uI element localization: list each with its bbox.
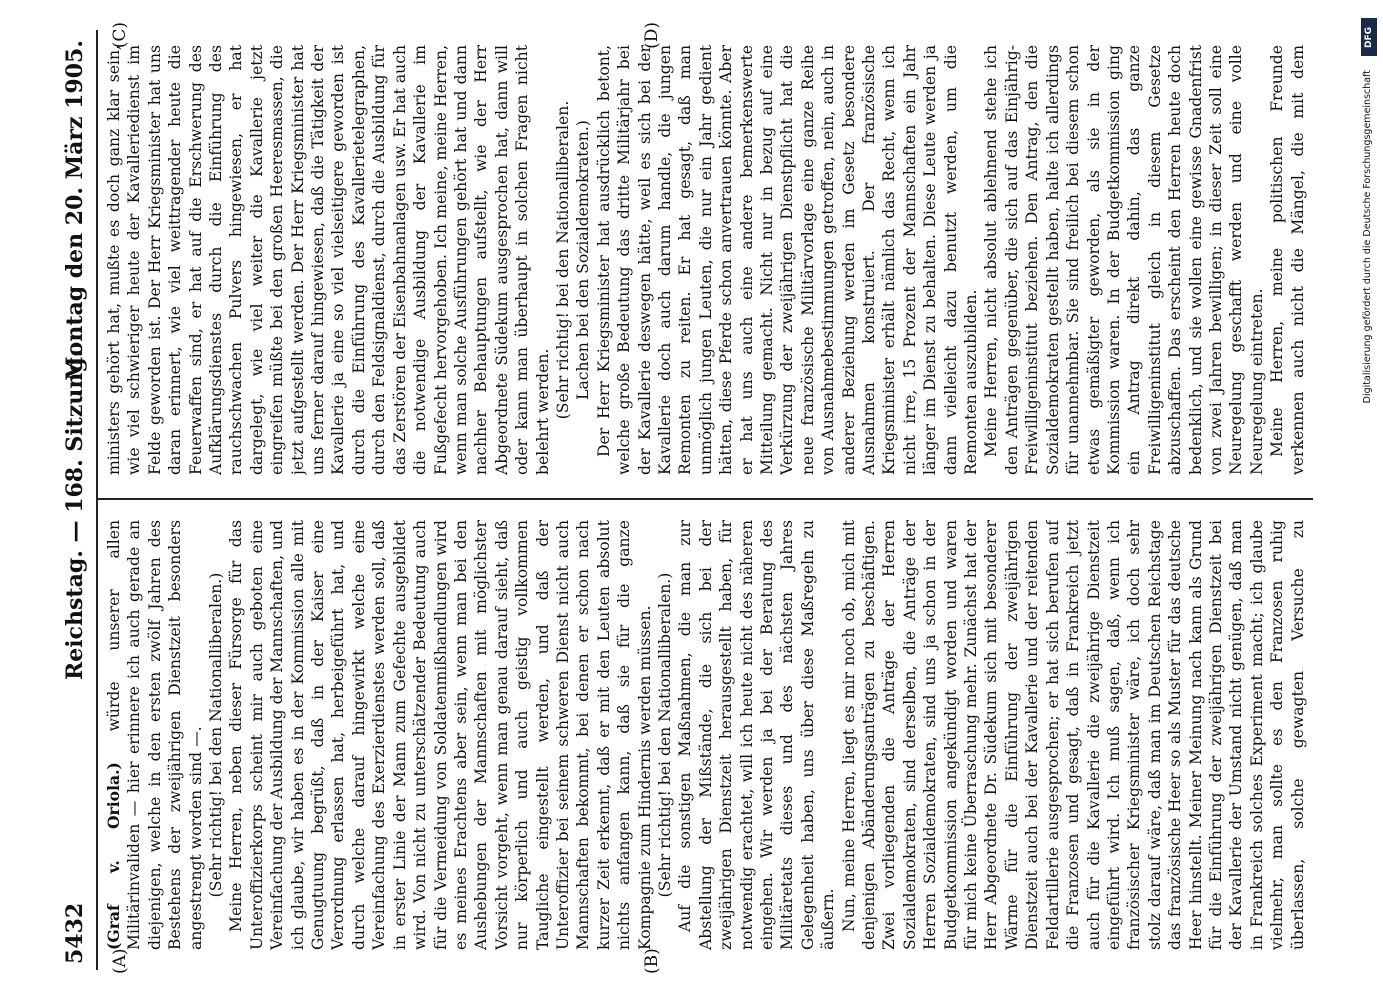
dfg-logo: DFG xyxy=(1361,18,1377,56)
paragraph-text: Nun, meine Herren, liegt es mir noch ob, mich mit denjenigen Abänderungsanträgen zu beschäftigen. Zwei vorliegenden die Anträge der Herren Sozialdemokraten, sind derselben, die Anträge der Herren Sozialdemokraten, sind uns ja schon in der Budgetkommission angekündigt worden und waren für mich keine Überraschung mehr. Zunächst hat der Herr Abgeordnete Dr. Südekum sich mit besonderer Wärme für die Einführung der zweijährigen Dienstzeit auch bei der Kavallerie und der reitenden Feldartillerie ausgesprochen; er hat sich berufen auf die Franzosen und gesagt, daß in Frankreich jetzt auch für die Kavallerie die zweijährige Dienstzeit eingeführt wird. Ich muß sagen, daß, wenn ich französischer Kriegsminister wäre, ich doch sehr stolz darauf wäre, daß man im Deutschen Reichstage das französische Heer so als Muster für das deutsche Heer hinstellt. Meiner Meinung nach kann als Grund für die Einführung der zweijährigen Dienstzeit bei der Kavallerie der Umstand nicht genügen, daß man in Frankreich solches Experiment macht; ich glaube vielmehr, man sollte es den Franzosen ruhig überlassen, solche gewagten Versuche zu xyxy=(839,520,1307,950)
document-page xyxy=(32,20,1352,980)
margin-marker-d: (D) xyxy=(641,22,662,49)
interjection xyxy=(552,45,572,475)
paragraph xyxy=(1267,45,1309,475)
paragraph-text: Lachen bei den Sozialdemokraten.) xyxy=(573,120,592,400)
interjection xyxy=(206,520,226,950)
paragraph xyxy=(226,520,655,950)
paragraph xyxy=(104,520,206,950)
right-column xyxy=(104,45,1309,475)
paragraph-text: ministers gehört hat, mußte es doch ganz klar sein, wie viel schwieriger heute der Kavalleriedienst im Felde geworden ist. Der Herr Kriegsminister hat uns daran erinnert, wie viel weittragender heute die Feuerwaffen sind, er hat auf die Erschwerung des Aufklärungsdienstes durch die Einführung des rauchschwachen Pulvers hingewiesen, er hat dargelegt, wie viel weiter die Kavallerie jetzt eingreifen müßte bei den großen Heeresmassen, die jetzt aufgestellt werden. Der Herr Kriegsminister hat uns ferner darauf hingewiesen, daß die Tätigkeit der Kavallerie ja eine so viel vielseitigere geworden ist durch die Einführung des Kavallerietelegraphen, durch den Feldsignaldienst, durch die Ausbildung für das Zerstören der Eisenbahnanlagen usw. Er hat auch die notwendige Ausbildung der Kavallerie im Fußgefecht hervorgehoben. Ich meine, meine Herren, wenn man solche Ausführungen gehört hat und dann nachher Behauptungen aufstellt, wie der Herr Abgeordnete Südekum ausgesprochen hat, dann will oder kann man überhaupt in solchen Fragen nicht belehrt werden. xyxy=(104,45,552,475)
session-date: Montag den 20. März 1905. xyxy=(61,40,88,381)
page-header xyxy=(62,20,96,980)
paragraph-text: Der Herr Kriegsminister hat ausdrücklich betont, welche große Bedeutung das dritte Militärjahr bei der Kavallerie deswegen hätte, weil es sich bei der Kavallerie doch auch darum handle, die jungen Remonten zu reiten. Er hat gesagt, daß man unmöglich jungen Leuten, die nur ein Jahr gedient hätten, diese Pferde schon anvertrauen könnte. Aber er hat uns auch eine andere bemerkenswerte Mitteilung gemacht. Nicht nur in bezug auf eine Verkürzung der zweijährigen Dienstpflicht hat die neue französische Militärvorlage eine ganze Reihe von Ausnahmebestimmungen getroffen, nein, auch in anderer Beziehung werden im Gesetz besondere Ausnahmen konstruiert. Der französische Kriegsminister erhält nämlich das Recht, wenn ich nicht irre, 15 Prozent der Mannschaften ein Jahr länger im Dienst zu behalten. Diese Leute werden ja dann vielleicht dazu benutzt werden, um die Remonten auszubilden. xyxy=(594,45,980,475)
margin-marker-c: (C) xyxy=(109,22,130,49)
paragraph-text: Meine Herren, neben dieser Fürsorge für das Unteroffizierkorps scheint mir auch geboten eine Vereinfachung der Ausbildung der Mannschaften, und ich glaube, wir haben es in der Kommission alle mit Genugtuung begrüßt, daß in der Kaiser eine Verordnung erlassen hat, herbeigeführt hat, und durch welche darauf hingewirkt welche eine Vereinfachung des Exerzierdienstes werden soll, daß in erster Linie der Mann zum Gefechte ausgebildet wird. Von nicht zu unterschätzender Bedeutung auch für die Vermeidung von Soldatenmißhandlungen wird es meines Erachtens aber sein, wenn man bei den Aushebungen der Mannschaften mit möglichster Vorsicht vorgeht, wenn man genau darauf sieht, daß nur körperlich und auch geistig vollkommen Taugliche eingestellt werden, und daß der Unteroffizier bei seinem schweren Dienst nicht auch Mannschaften bekommt, bei denen er schon nach kurzer Zeit erkennt, daß er mit den Leuten absolut nichts anfangen kann, daß sie für die ganze Kompagnie zum Hindernis werden müssen. xyxy=(226,520,654,950)
interjection xyxy=(654,520,674,950)
paragraph-text: (Sehr richtig! bei den Nationalliberalen.) xyxy=(206,572,225,898)
paragraph xyxy=(675,520,838,950)
paragraph-text: (Sehr richtig! bei den Nationalliberalen.) xyxy=(655,572,674,898)
digitization-credit xyxy=(1358,10,1382,990)
paragraph xyxy=(981,45,1267,475)
paragraph-text: würde unserer allen Militärinvaliden — hier erinnere ich auch gerade an diejenigen, welche in den ersten zwölf Jahren des Bestehens der zweijährigen Dienstzeit besonders angestrengt worden sind —. xyxy=(104,520,205,950)
paragraph-text: (Sehr richtig! bei den Nationalliberalen. xyxy=(553,100,572,420)
paragraph-text: Auf die sonstigen Maßnahmen, die man zur Abstellung der Mißstände, die sich bei der zweijährigen Dienstzeit herausgestellt haben, für notwendig erachtet, will ich heute nicht des näheren eingehen. Wir werden ja bei der Beratung des Militäretats dieses und des nächsten Jahres Gelegenheit haben, uns über diese Maßregeln zu äußern. xyxy=(675,520,837,950)
paragraph-text: Meine Herren, meine politischen Freunde verkennen auch nicht die Mängel, die mit dem xyxy=(1267,45,1307,475)
left-column xyxy=(104,520,1309,950)
speaker-label: (Graf v. Oriola.) xyxy=(103,762,123,950)
session-title: Reichstag. — 168. Sitzung. xyxy=(61,349,88,680)
paragraph xyxy=(104,45,553,475)
credit-text: Digitalisierung gefördert durch die Deutsche Forschungsgemeinschaft xyxy=(1362,70,1373,404)
interjection xyxy=(573,45,593,475)
margin-marker-a: (A) xyxy=(109,948,130,974)
paragraph-text: Meine Herren, nicht absolut ablehnend stehe ich den Anträgen gegenüber, die sich auf das Einjährig-Freiwilligeninstitut beziehen. Den Antrag, den die Sozialdemokraten gestellt haben, halte ich allerdings für unannehmbar. Sie sind freilich bei diesem schon etwas gemäßigter geworden, als sie in der Kommission waren. In der Budgetkommission ging ein Antrag direkt dahin, das ganze Freiwilligeninstitut gleich in diesem Gesetze abzuschaffen. Das erscheint den Herren heute doch bedenklich, und sie wollen eine gewisse Gnadenfrist von zwei Jahren bewilligen; in dieser Zeit soll eine Neuregelung geschafft werden und eine volle Neuregelung eintreten. xyxy=(981,45,1266,475)
header-rule xyxy=(96,30,98,970)
page-number: 5432 xyxy=(61,902,88,964)
paragraph xyxy=(593,45,981,475)
column-divider xyxy=(98,498,1313,500)
margin-marker-b: (B) xyxy=(641,948,662,974)
paragraph xyxy=(838,520,1308,950)
